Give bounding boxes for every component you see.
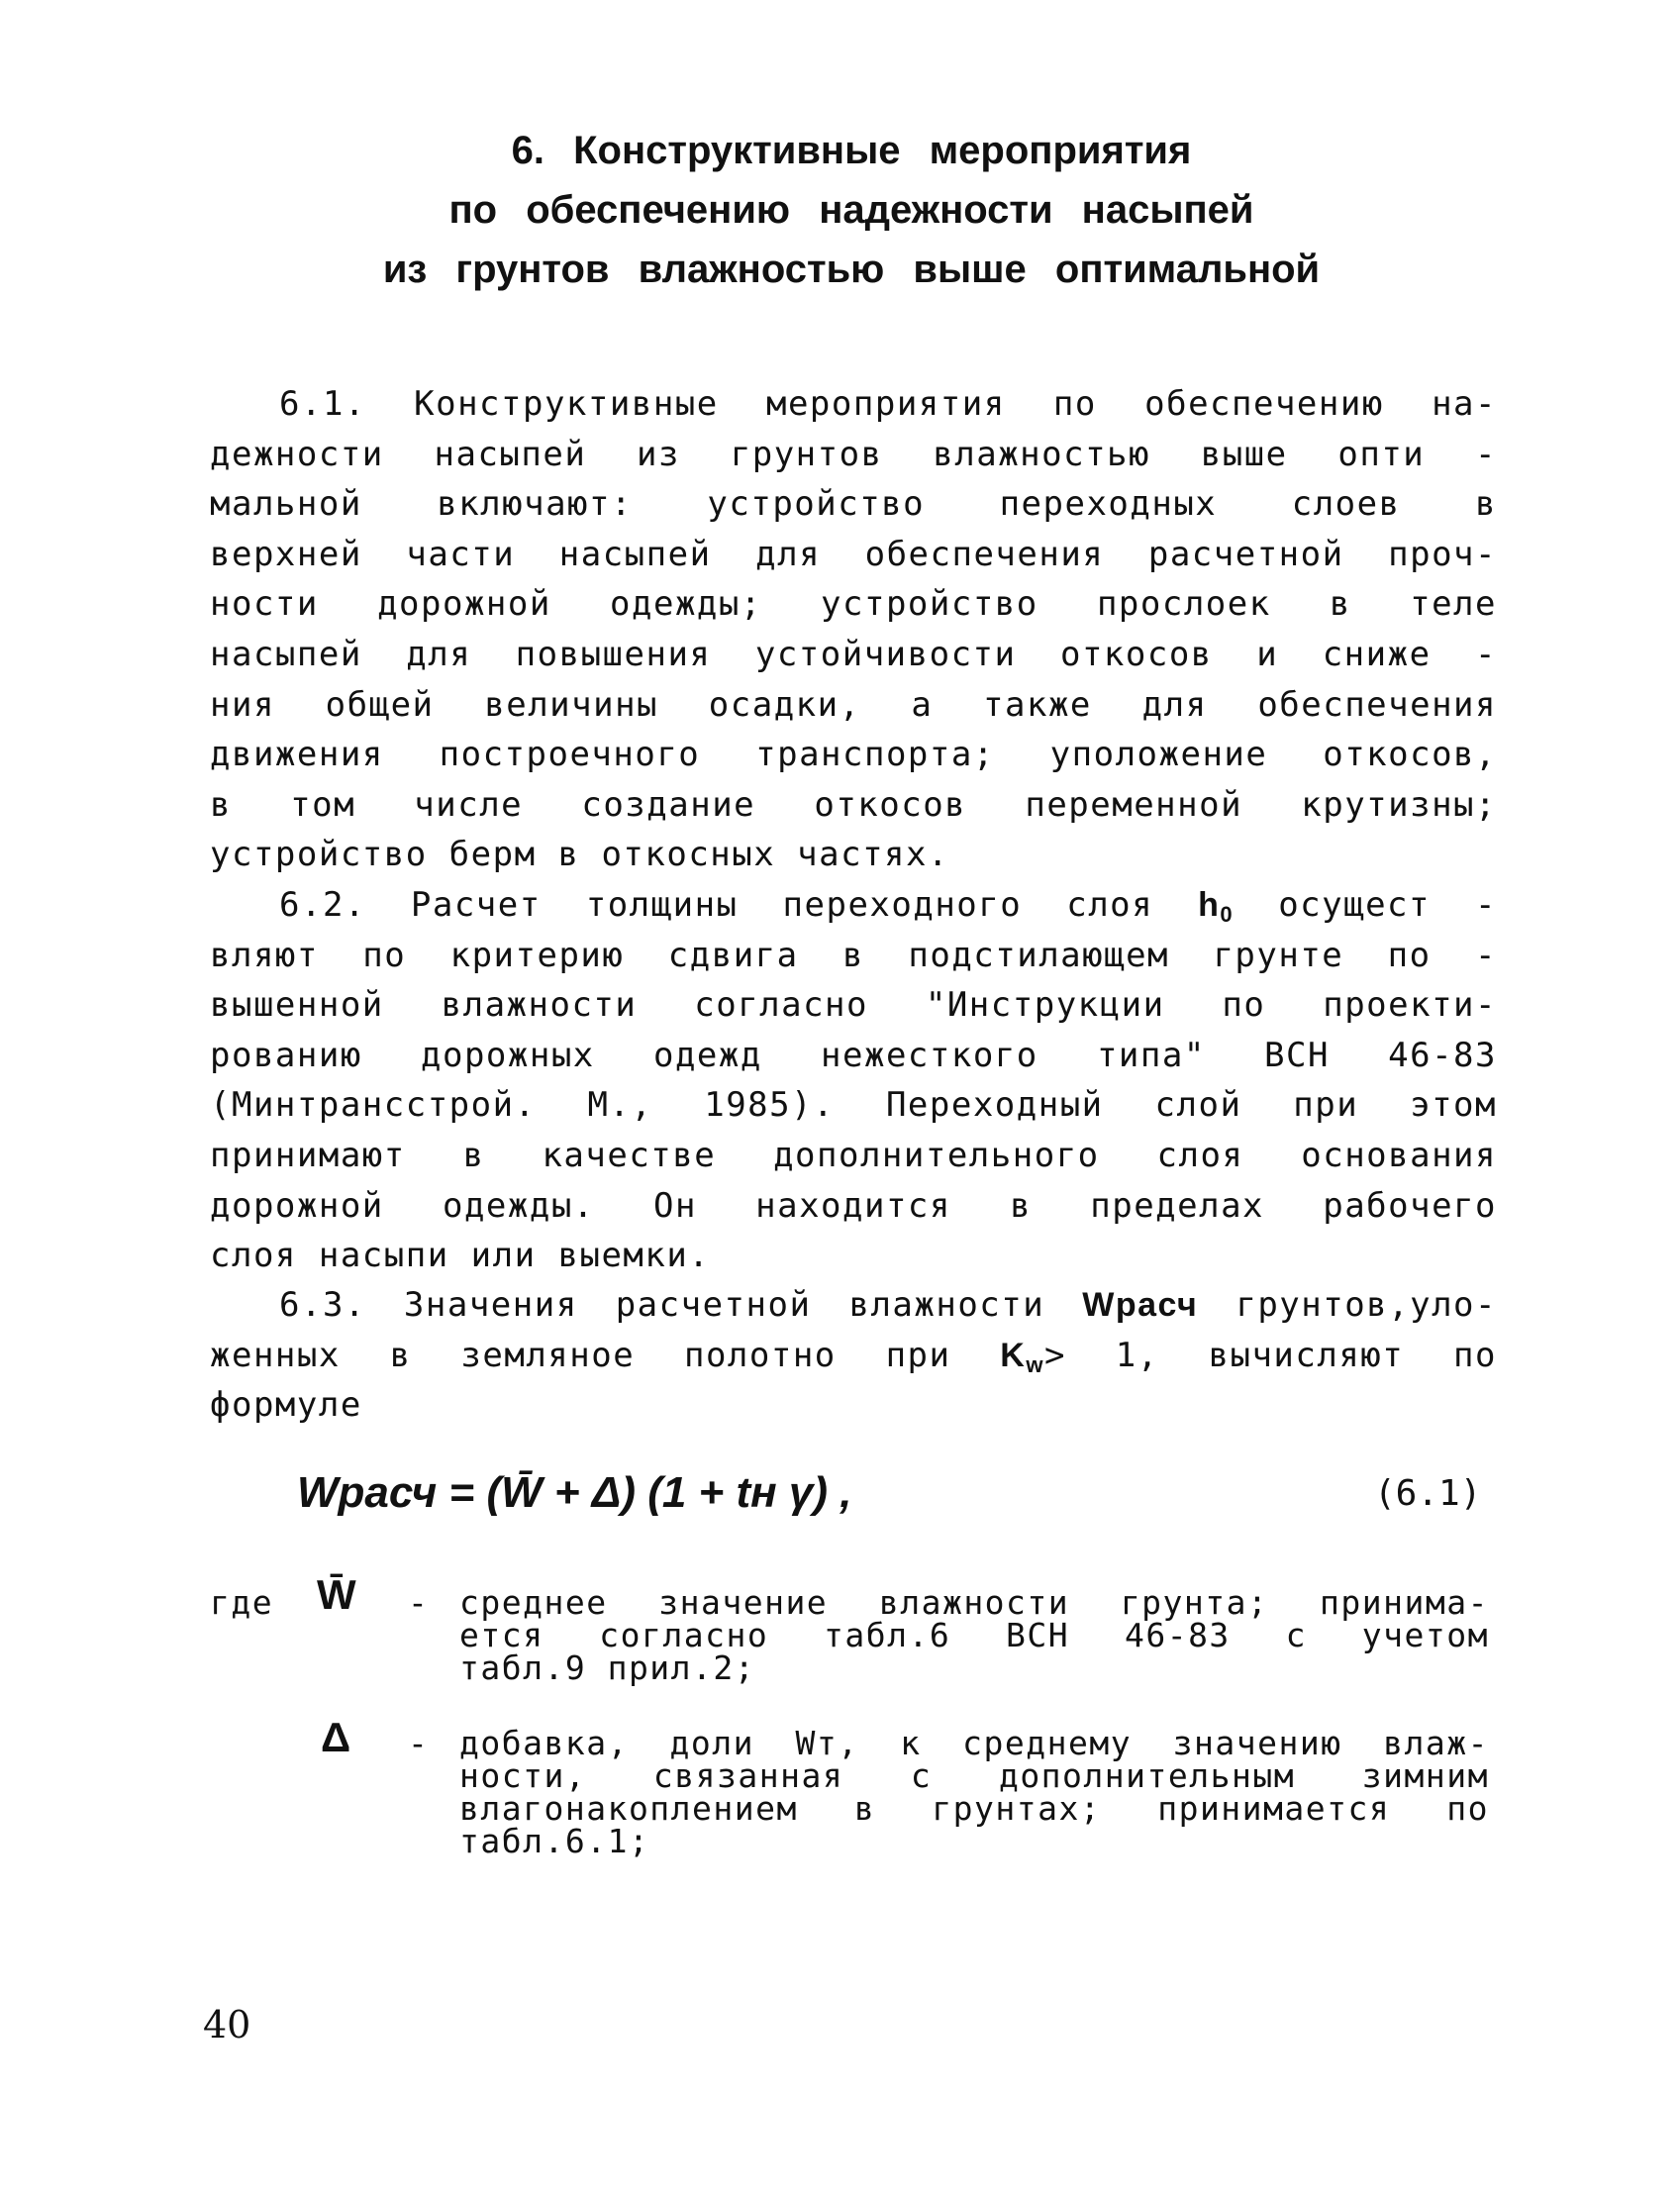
formula-number: (6.1) [1374,1473,1482,1514]
definition-line: табл.6.1; [459,1822,650,1860]
definition-text [459,1724,1489,1860]
paragraph-line: 6.3. Значения расчетной влажности Wрасч грунтов,уло- [279,1285,1497,1325]
definition-line: среднее значение влажности грунта; принима- [459,1583,1489,1622]
definition-line: добавка, доли Wт, к среднему значению влаж- [459,1724,1489,1762]
paragraph-line: принимают в качестве дополнительного слоя основания [210,1135,1497,1175]
definition-line: ности, связанная с дополнительным зимним [459,1756,1489,1795]
definition-dash: - [408,1724,430,1762]
paragraph-line: в том числе создание откосов переменной крутизны; [210,784,1497,825]
heading-line: из грунтов влажностью выше оптимальной [382,248,1321,291]
h0-symbol: $h_0$ [1198,886,1235,927]
paragraph-line: мальной включают: устройство переходных слоев в [210,484,1497,525]
definition-dash: - [408,1583,430,1622]
paragraph-text: осущест - [1278,885,1497,925]
page-number: 40 [203,2003,251,2046]
definition-text [459,1583,1489,1687]
definition-line: табл.9 прил.2; [459,1648,756,1687]
delta-symbol: Δ [321,1714,352,1760]
paragraph-line: насыпей для повышения устойчивости откосов и сниже - [210,634,1497,674]
paragraph-line: формуле [210,1385,362,1426]
paragraph-6-3 [210,1280,1497,1431]
paragraph-line: рованию дорожных одежд нежесткого типа" ВСН 46-83 [210,1035,1497,1075]
paragraph-line: (Минтрансстрой. М., 1985). Переходный слой при этом [210,1085,1497,1126]
paragraph-line: устройство берм в откосных частях. [210,835,949,875]
paragraph-line: дорожной одежды. Он находится в пределах рабочего [210,1185,1497,1226]
paragraph-line: дежности насыпей из грунтов влажностью выше опти - [210,434,1497,474]
paragraph-line: движения построечного транспорта; уположение откосов, [210,735,1497,775]
definitions-lead: где [210,1583,274,1622]
definition-line: влагонакоплением в грунтах; принимается по [459,1789,1489,1828]
paragraph-line: вляют по критерию сдвига в подстилающем грунте по - [210,935,1497,975]
heading-line: 6. Конструктивные мероприятия [511,129,1192,172]
paragraph-line: слоя насыпи или выемки. [210,1236,711,1276]
w-mean-symbol: W̄ [317,1571,358,1618]
paragraph-line: ности дорожной одежды; устройство прослоек в теле [210,584,1497,625]
w-calc-symbol: Wрасч [1082,1286,1199,1324]
formula-6-1: Wрасч = (W̄ + Δ) (1 + tн γ) , [297,1468,852,1517]
paragraph-line: вышенной влажности согласно "Инструкции по проекти- [210,985,1497,1026]
paragraph-line [210,880,1497,931]
paragraph-text: 6.2. Расчет толщины переходного слоя [279,885,1154,925]
paragraph-6-1 [210,379,1497,880]
paragraph-line: верхней части насыпей для обеспечения расчетной проч- [210,534,1497,574]
heading-line: по обеспечению надежности насыпей [448,188,1254,232]
paragraph-line: 6.1. Конструктивные мероприятия по обеспечению на- [279,384,1497,424]
definition-line: ется согласно табл.6 ВСН 46-83 с учетом [459,1616,1489,1654]
kw-symbol: $K_w$ [1000,1336,1044,1377]
paragraph-line: ния общей величины осадки, а также для обеспечения [210,684,1497,725]
paragraph-6-2 [210,880,1497,1281]
paragraph-line: женных в земляное полотно при $K_w> 1$, вычисляют по [210,1335,1497,1377]
section-heading [198,121,1505,299]
